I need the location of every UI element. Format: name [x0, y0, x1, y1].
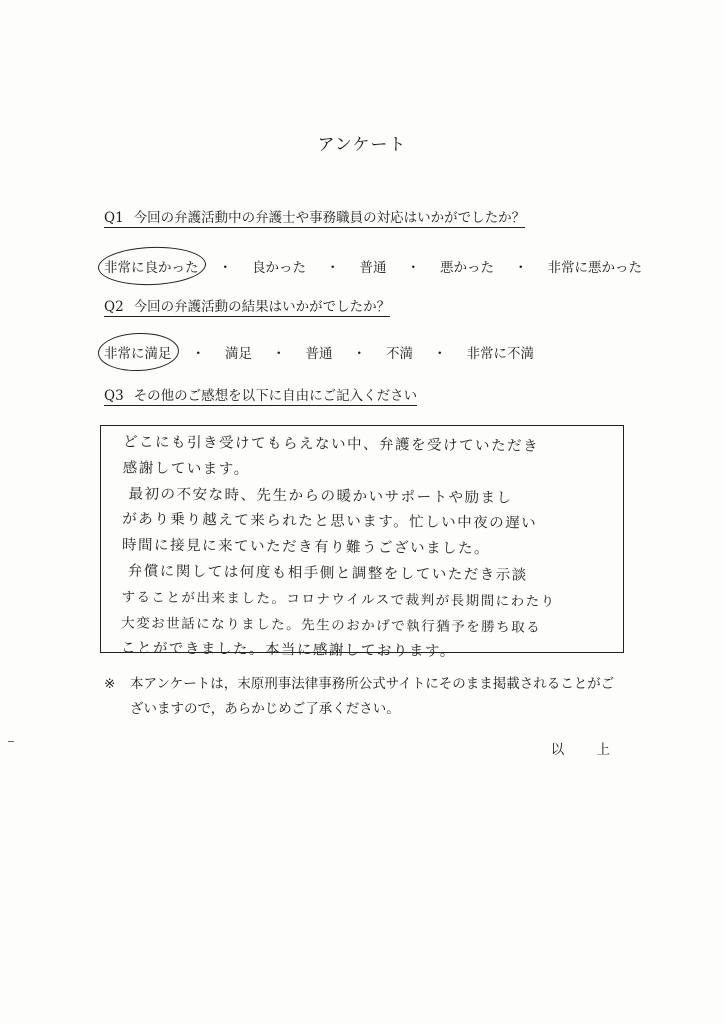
question-3	[104, 384, 417, 406]
question-3-number: Q3	[104, 388, 124, 404]
closing-mark: 以 上	[550, 742, 624, 758]
scan-speck	[8, 741, 14, 742]
comment-line: 大変お世話になりました。先生のおかげで執行猶予を勝ち取る	[121, 614, 542, 636]
q2-option-very-dissatisfied[interactable]: 非常に不満	[466, 346, 534, 362]
option-separator: ・	[514, 260, 528, 276]
question-3-text: その他のご感想を以下に自由にご記入ください	[133, 388, 418, 404]
q1-option-neutral[interactable]: 普通	[359, 260, 387, 276]
comment-line: 時間に接見に来ていただき有り難うございました。	[121, 537, 491, 558]
question-1-text: 今回の弁護活動中の弁護士や事務職員の対応はいかがでしたか？	[133, 210, 526, 226]
note-mark: ※	[104, 676, 116, 692]
q1-option-bad[interactable]: 悪かった	[440, 260, 494, 276]
comment-line: 弁償に関しては何度も相手側と調整をしていただき示談	[127, 563, 528, 584]
question-2-options	[104, 342, 534, 362]
question-1-number: Q1	[104, 210, 124, 226]
publication-note	[104, 672, 624, 722]
q2-option-dissatisfied[interactable]: 不満	[386, 346, 413, 362]
q2-option-very-satisfied[interactable]: 非常に満足	[104, 342, 172, 362]
q1-option-good[interactable]: 良かった	[252, 260, 306, 276]
comment-line: 感謝しています。	[122, 460, 250, 478]
option-separator: ・	[272, 346, 286, 362]
question-1-options	[104, 256, 642, 276]
question-1	[104, 206, 525, 228]
question-2-number: Q2	[104, 299, 124, 315]
comment-line: 最初の不安な時、先生からの暖かいサポートや励まし	[128, 486, 513, 507]
q1-option-very-bad[interactable]: 非常に悪かった	[547, 260, 642, 276]
comment-line: があり乗り越えて来られたと思います。忙しい中夜の遅い	[122, 511, 538, 533]
q1-option-very-good[interactable]: 非常に良かった	[104, 256, 199, 276]
comment-line: どこにも引き受けてもらえない中、弁護を受けていただき	[123, 434, 540, 455]
question-2	[104, 295, 390, 317]
note-text: 本アンケートは，末原刑事法律事務所公式サイトにそのまま掲載されることがございますので，あらかじめご了承ください。	[130, 676, 615, 717]
option-separator: ・	[326, 260, 340, 276]
comment-line: ことができました。本当に感謝しております。	[120, 640, 456, 661]
q2-option-neutral[interactable]: 普通	[305, 346, 333, 362]
page-title: アンケート	[317, 135, 407, 155]
option-separator: ・	[433, 346, 447, 362]
option-separator: ・	[218, 260, 232, 276]
option-separator: ・	[191, 346, 205, 362]
option-separator: ・	[406, 260, 420, 276]
handwritten-comment	[121, 430, 619, 667]
question-2-text: 今回の弁護活動の結果はいかがでしたか？	[133, 299, 391, 315]
q2-option-satisfied[interactable]: 満足	[225, 346, 252, 362]
comment-line: することが出来ました。コロナウイルスで裁判が長期間にわたり	[121, 589, 556, 610]
option-separator: ・	[352, 346, 366, 362]
